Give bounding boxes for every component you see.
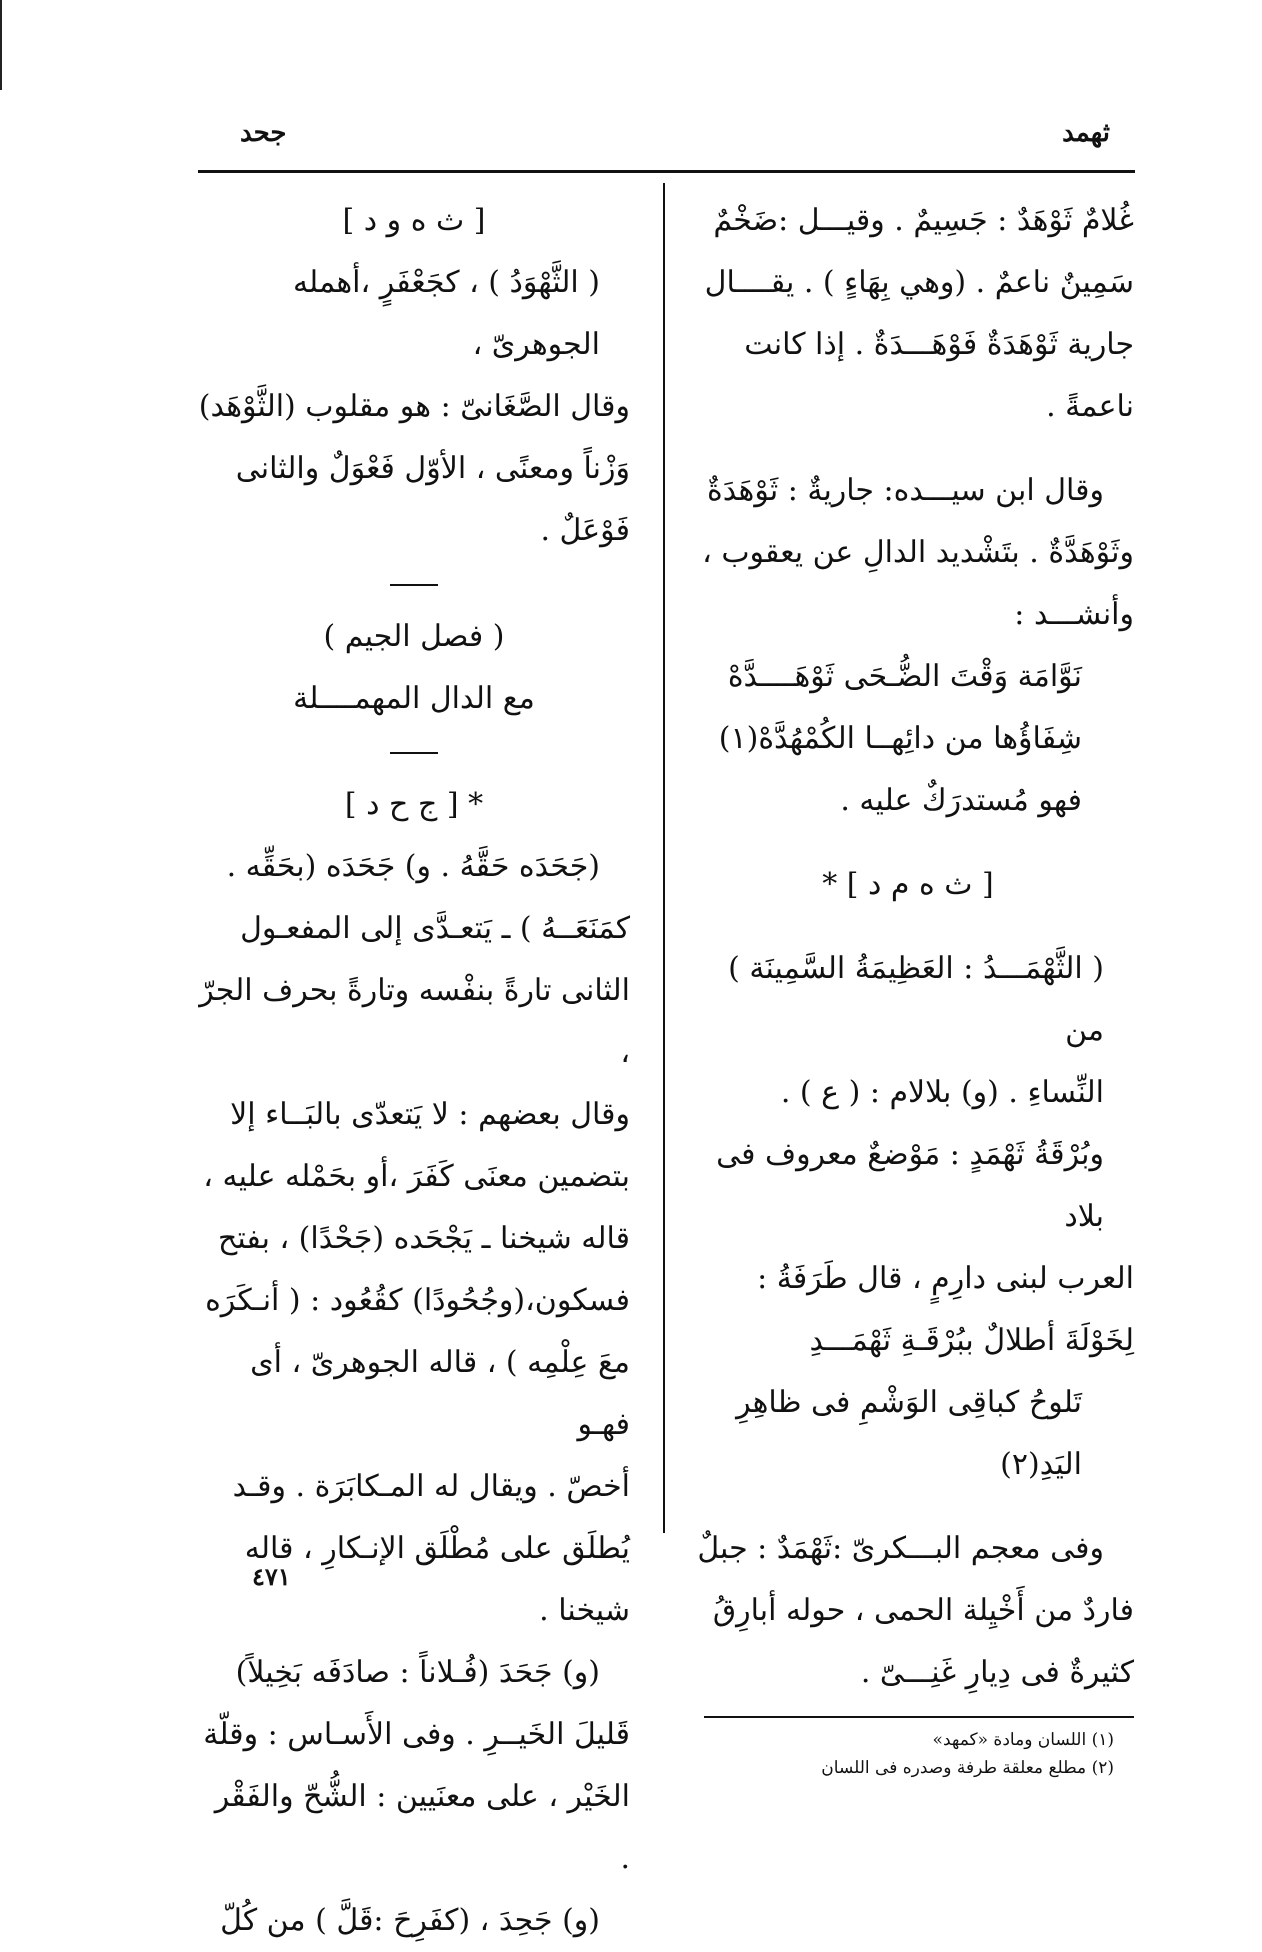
text-line: فاردٌ من أَخْيِلة الحمى ، حوله أبارِقُ xyxy=(712,1593,1134,1628)
section-rule xyxy=(390,752,438,754)
page-number: ٤٧١ xyxy=(252,1562,291,1591)
text-line: كمَنَعَــهُ ) ـ يَتعـدَّى إلى المفعـول xyxy=(240,911,630,946)
text-line: وأنشـــد : xyxy=(1014,597,1134,632)
text-line: النِّساءِ . (و) بلالام : ( ع ) . xyxy=(780,1075,1104,1110)
entry-heading: * [ ج ح د ] xyxy=(344,787,484,822)
text-line: العرب لبنى دارِمٍ ، قال طَرَفَةُ : xyxy=(757,1261,1134,1296)
right-column xyxy=(682,190,1134,1782)
text-line: وفى معجم البـــكرىّ :ثَهْمَدٌ : جبلٌ xyxy=(697,1531,1104,1566)
entry-heading: [ ث ه و د ] xyxy=(342,203,486,238)
text-line: ( الثَّهْوَدُ ) ، كجَعْفَرٍ ،أهمله الجوهرىّ ، xyxy=(292,265,600,362)
footnote: (٢) مطلع معلقة طرفة وصدره فى اللسان xyxy=(821,1758,1114,1778)
text-line: بتضمين معنَى كَفَرَ ،أو بحَمْله عليه ، xyxy=(203,1159,630,1194)
text-line: وقال ابن سيـــده: جاريةٌ : ثَوْهَدَةٌ xyxy=(707,473,1104,508)
text-line: وثَوْهَدَّةٌ . بتَشْديد الدالِ عن يعقوب ، xyxy=(702,535,1134,570)
verse-line: لِخَوْلَةَ أطلالٌ ببُرْقَـةِ ثَهْمَـــدِ xyxy=(809,1323,1134,1358)
text-line: (جَحَدَه حَقَّهُ . و) جَحَدَه (بحَقِّه . xyxy=(226,849,600,884)
left-column xyxy=(198,190,630,1952)
text-line: وَزْناً ومعنًى ، الأوّل فَعْوَلٌ والثانى فَوْعَلٌ . xyxy=(235,451,630,548)
text-line: الخَيْر ، على معنَيين : الشُّحّ والفَقْر . xyxy=(214,1779,630,1876)
entry-heading: [ ث ه م د ] * xyxy=(822,867,994,902)
text-line: أخصّ . ويقال له المـكابَرَة . وقـد xyxy=(232,1469,630,1504)
text-line: وبُرْقَةُ ثَهْمَدٍ : مَوْضعٌ معروف فى بلاد xyxy=(716,1137,1104,1234)
text-line: كثيرةٌ فى دِيارِ غَنِـــىّ . xyxy=(860,1655,1134,1690)
text-line: قاله شيخنا ـ يَجْحَده (جَحْدًا) ، بفتح xyxy=(217,1221,630,1256)
text-line: ناعمةً . xyxy=(1046,389,1134,424)
section-subtitle: مع الدال المهمــــلة xyxy=(293,681,535,716)
text-line: سَمِينٌ ناعمٌ . (وهي بِهَاءٍ ) . يقــــال xyxy=(704,265,1134,300)
text-line: جارية ثَوْهَدَةٌ فَوْهَـــدَةٌ . إذا كانت xyxy=(744,327,1134,362)
text-line: (و) جَحَدَ (فُـلاناً : صادَفَه بَخِيلاً) xyxy=(235,1655,600,1690)
text-line: فسكون،(وجُحُودًا) كقُعُود : ( أنـكَرَه xyxy=(205,1283,630,1318)
text-line: وقال الصَّغَانىّ : هو مقلوب (الثَّوْهَد) xyxy=(198,389,630,424)
section-title: ( فصل الجيم ) xyxy=(323,619,505,654)
scan-edge xyxy=(0,0,2,90)
text-line: ( الثَّهْمَـــدُ : العَظِيمَةُ السَّمِينَة ) من xyxy=(728,951,1104,1048)
footnote: (١) اللسان ومادة «كمهد» xyxy=(932,1730,1114,1750)
text-line: فهو مُستدرَكٌ عليه . xyxy=(840,783,1082,818)
verse-line: تَلوحُ كباقِى الوَشْمِ فى ظاهِرِ اليَدِ(٢) xyxy=(736,1385,1082,1482)
section-rule xyxy=(390,584,438,586)
column-divider xyxy=(663,183,665,1533)
footnote-rule xyxy=(704,1716,1134,1718)
text-line: الثانى تارةً بنفْسه وتارةً بحرف الجرّ ، xyxy=(199,973,630,1070)
verse-line: شِفَاؤُها من دائِهــا الكُمْهُدَّهْ(١) xyxy=(718,721,1082,756)
running-header-left: جحد xyxy=(240,118,287,148)
text-line: معَ عِلْمِه ) ، قاله الجوهرىّ ، أى فهـو xyxy=(250,1345,630,1442)
text-line: وقال بعضهم : لا يَتعدّى بالبَــاء إلا xyxy=(230,1097,630,1132)
text-line: غُلامٌ ثَوْهَدٌ : جَسِيمٌ . وقيـــل :ضَخْمٌ xyxy=(713,203,1134,238)
header-rule xyxy=(198,170,1135,173)
text-line: قَليلَ الخَيــرِ . وفى الأَسـاس : وقلّة xyxy=(203,1717,630,1752)
verse-line: نَوَّامَة وَقْتَ الضُّـحَى ثَوْهَــــدَّهْ xyxy=(727,659,1082,694)
text-line: (و) جَحِدَ ، (كفَرِحَ :قَلَّ ) من كُلّ xyxy=(220,1903,600,1938)
running-header-right: ثهمد xyxy=(1062,118,1110,148)
text-line: يُطلَق على مُطْلَق الإنـكارِ ، قاله شيخنا . xyxy=(244,1531,630,1628)
